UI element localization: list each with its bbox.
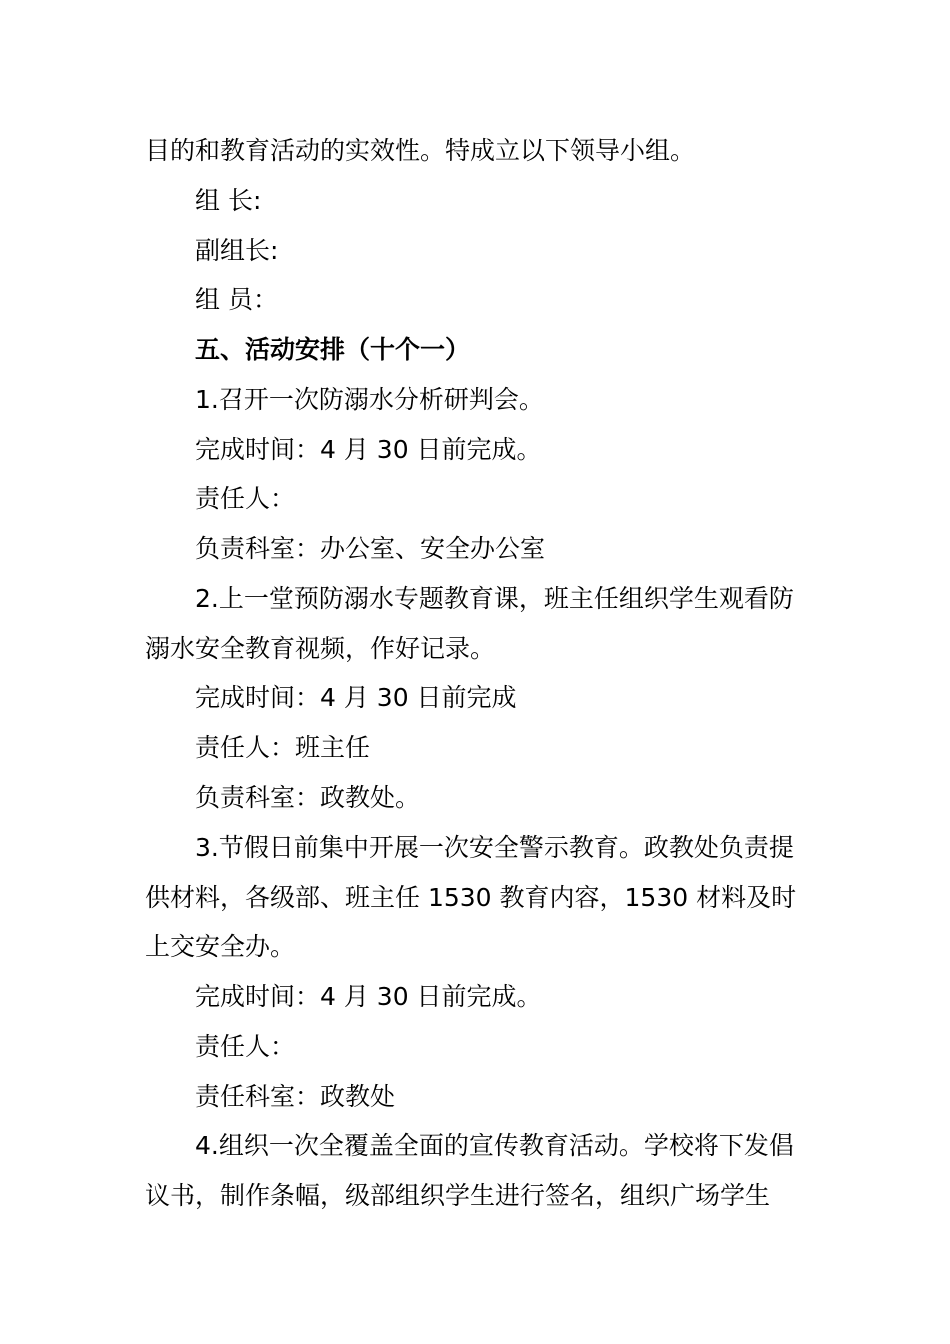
item-2-title: 2.上一堂预防溺水专题教育课，班主任组织学生观看防	[195, 584, 794, 613]
item-3-responsible-person: 责任人：	[195, 1032, 296, 1061]
item-4-title-continued: 议书，制作条幅，级部组织学生进行签名，组织广场学生	[145, 1181, 771, 1210]
item-3-deadline: 完成时间：4 月 30 日前完成。	[195, 982, 542, 1011]
deputy-leader-label: 副组长:	[195, 236, 279, 265]
item-1-responsible-office: 负责科室：办公室、安全办公室	[195, 534, 546, 563]
item-3-title: 3.节假日前集中开展一次安全警示教育。政教处负责提	[195, 833, 794, 862]
group-member-label: 组 员：	[195, 285, 278, 314]
item-3-title-continued: 供材料，各级部、班主任 1530 教育内容，1530 材料及时	[145, 883, 797, 912]
paragraph-continuation: 目的和教育活动的实效性。特成立以下领导小组。	[145, 136, 696, 165]
group-leader-label: 组 长:	[195, 186, 262, 215]
item-2-deadline: 完成时间：4 月 30 日前完成	[195, 683, 517, 712]
item-1-responsible-person: 责任人：	[195, 484, 296, 513]
item-4-title: 4.组织一次全覆盖全面的宣传教育活动。学校将下发倡	[195, 1131, 794, 1160]
item-1-deadline: 完成时间：4 月 30 日前完成。	[195, 435, 542, 464]
item-2-responsible-person: 责任人：班主任	[195, 733, 371, 762]
section-heading: 五、活动安排（十个一）	[195, 335, 471, 364]
item-2-responsible-office: 负责科室：政教处。	[195, 783, 421, 812]
item-1-title: 1.召开一次防溺水分析研判会。	[195, 385, 544, 414]
item-3-responsible-office: 责任科室：政教处	[195, 1082, 396, 1111]
item-3-title-continued-2: 上交安全办。	[145, 932, 296, 961]
item-2-title-continued: 溺水安全教育视频，作好记录。	[145, 634, 496, 663]
